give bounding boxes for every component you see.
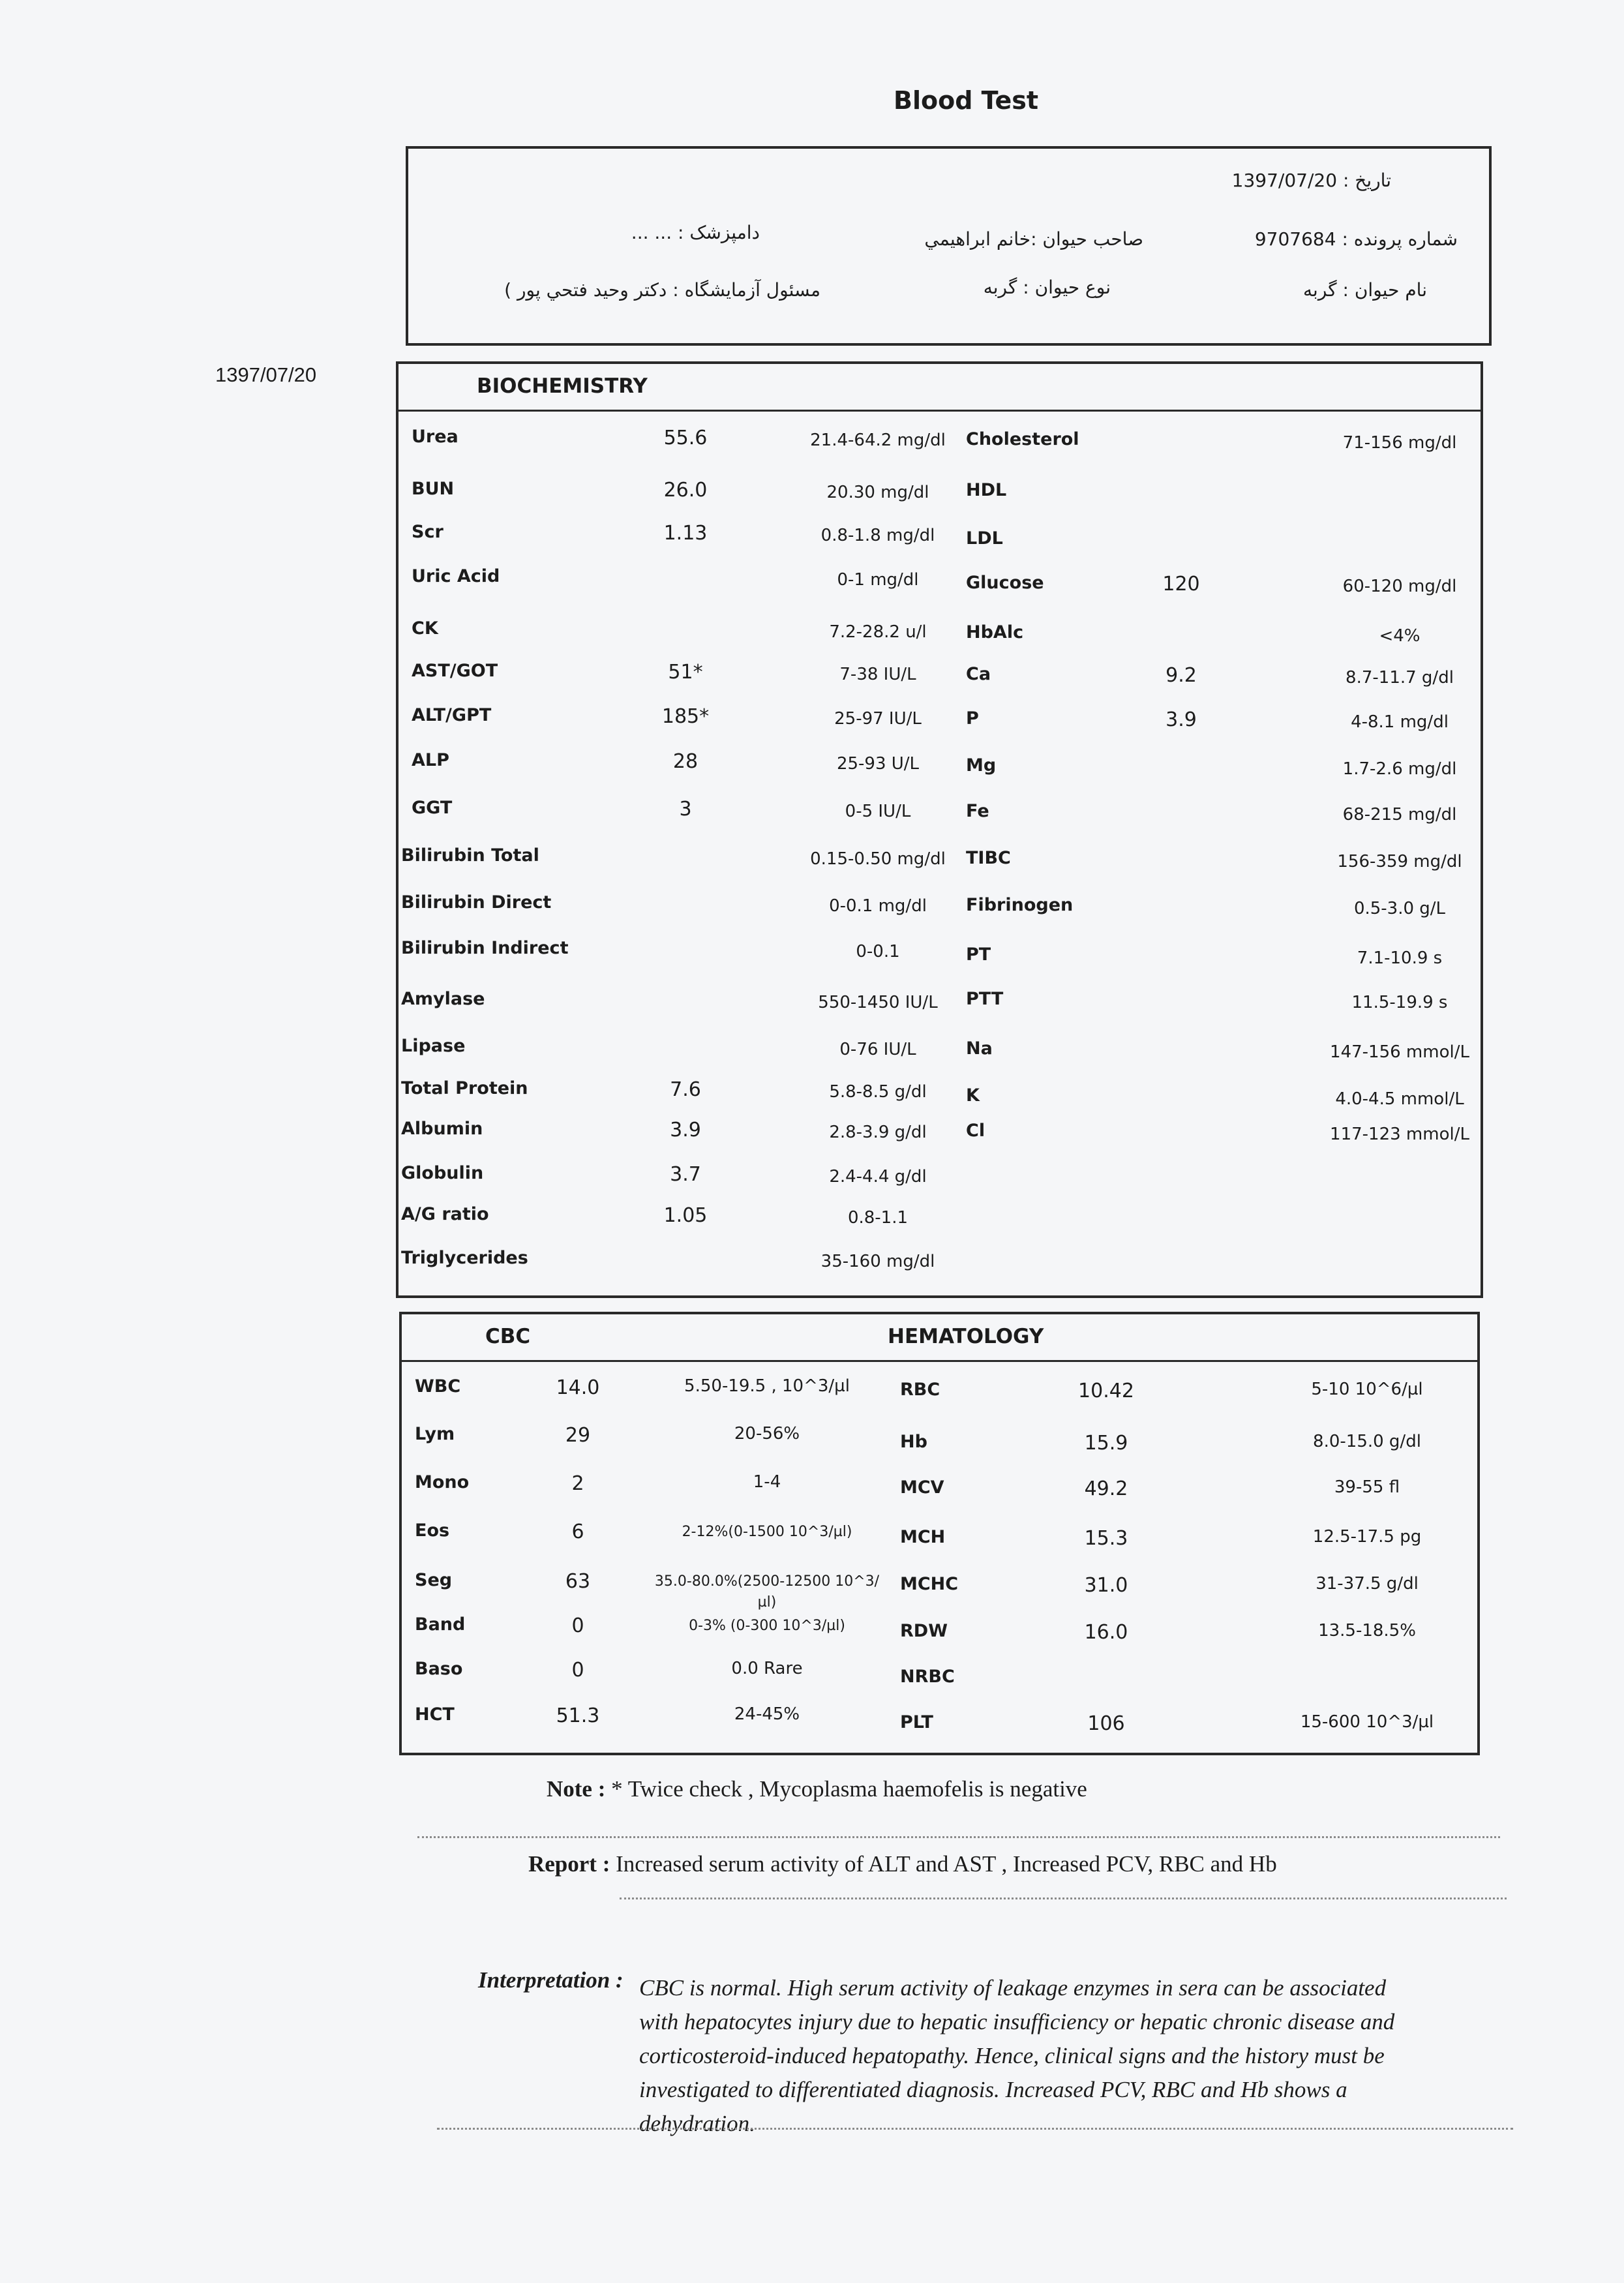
- cbc-reference: 24-45%: [734, 1704, 800, 1724]
- cbc-value: 31.0: [1084, 1574, 1128, 1597]
- biochem-value: 3: [679, 798, 692, 821]
- date-field: تاریخ : 1397/07/20: [1231, 170, 1391, 191]
- biochem-label: K: [966, 1085, 980, 1106]
- biochem-reference: 117-123 mmol/L: [1330, 1125, 1469, 1144]
- biochem-reference: 4-8.1 mg/dl: [1351, 712, 1449, 732]
- biochem-label: HDL: [966, 480, 1007, 500]
- biochem-value: 51*: [668, 661, 703, 684]
- interpretation-text: CBC is normal. High serum activity of leakage enzymes in sera can be associated with hepatocytes injury due to hepatic insufficiency or hepatic chronic disease and corticosteroid-induced hepatopathy. Hence, clinical signs and the history must be investigated to differentiated diagnosis. Increased PCV, RBC and Hb shows a dehydration.: [639, 1975, 1395, 2136]
- cbc-value: 49.2: [1084, 1477, 1128, 1500]
- biochem-label: LDL: [966, 528, 1003, 549]
- biochem-reference: 7.2-28.2 u/l: [829, 622, 927, 642]
- cbc-label: WBC: [415, 1376, 461, 1397]
- biochem-label: Total Protein: [401, 1078, 528, 1098]
- dotted-separator: [437, 2128, 1513, 2130]
- biochemistry-table: [396, 361, 1483, 1298]
- biochem-reference: 71-156 mg/dl: [1342, 433, 1457, 453]
- cbc-value: 63: [565, 1570, 591, 1593]
- biochem-reference: 68-215 mg/dl: [1342, 805, 1457, 824]
- cbc-label: Mono: [415, 1472, 470, 1492]
- cbc-label: Band: [415, 1614, 466, 1635]
- biochem-reference: 1.7-2.6 mg/dl: [1342, 759, 1457, 779]
- hematology-header: HEMATOLOGY: [888, 1325, 1044, 1348]
- report-label: Report :: [528, 1851, 610, 1877]
- interpretation-label: Interpretation :: [478, 1967, 624, 1993]
- biochem-reference: 4.0-4.5 mmol/L: [1335, 1089, 1464, 1109]
- biochem-label: GGT: [412, 798, 453, 818]
- biochem-label: Bilirubin Direct: [401, 892, 552, 913]
- biochem-reference: 0-76 IU/L: [839, 1040, 916, 1059]
- cbc-reference: 35.0-80.0%(2500-12500 10^3/µl): [654, 1573, 880, 1610]
- cbc-value: 6: [571, 1520, 584, 1543]
- biochem-label: Albumin: [401, 1119, 483, 1139]
- cbc-value: 16.0: [1084, 1621, 1128, 1644]
- biochem-value: 120: [1162, 573, 1200, 596]
- biochem-label: Globulin: [401, 1163, 484, 1183]
- biochem-label: Cholesterol: [966, 429, 1079, 449]
- biochem-label: Glucose: [966, 573, 1044, 593]
- biochem-reference: 0-5 IU/L: [845, 802, 911, 821]
- cbc-reference: 12.5-17.5 pg: [1312, 1527, 1422, 1547]
- cbc-label: RBC: [900, 1380, 940, 1400]
- animal-name-field: نام حیوان : گربه: [1303, 279, 1427, 301]
- biochem-reference: 7-38 IU/L: [839, 665, 916, 684]
- biochem-reference: <4%: [1379, 626, 1421, 646]
- animal-type-field: نوع حیوان : گربه: [983, 277, 1111, 298]
- cbc-value: 0: [571, 1659, 584, 1682]
- biochem-label: Urea: [412, 427, 459, 447]
- cbc-reference: 13.5-18.5%: [1318, 1621, 1416, 1640]
- biochem-label: Amylase: [401, 989, 485, 1009]
- biochem-label: Triglycerides: [401, 1248, 528, 1268]
- side-date: 1397/07/20: [215, 363, 317, 386]
- biochem-reference: 25-93 U/L: [836, 754, 920, 774]
- cbc-reference: 2-12%(0-1500 10^3/µl): [682, 1524, 852, 1540]
- biochem-label: Ca: [966, 664, 991, 684]
- biochem-value: 3.7: [670, 1163, 701, 1186]
- biochem-reference: 25-97 IU/L: [834, 709, 922, 729]
- cbc-reference: 5-10 10^6/µl: [1311, 1380, 1423, 1399]
- biochem-label: Fibrinogen: [966, 895, 1074, 915]
- biochem-label: Uric Acid: [412, 566, 500, 586]
- biochem-reference: 7.1-10.9 s: [1357, 948, 1443, 968]
- biochem-reference: 0.8-1.1: [847, 1208, 909, 1228]
- biochem-reference: 0-0.1: [856, 942, 900, 961]
- biochem-value: 3.9: [670, 1119, 701, 1142]
- biochem-label: ALT/GPT: [412, 705, 492, 725]
- cbc-label: Seg: [415, 1570, 453, 1590]
- cbc-header: CBC: [485, 1325, 531, 1348]
- biochem-reference: 2.8-3.9 g/dl: [829, 1123, 927, 1142]
- biochem-value: 55.6: [663, 427, 708, 449]
- biochem-label: BUN: [412, 479, 455, 499]
- cbc-label: RDW: [900, 1621, 948, 1641]
- cbc-label: Lym: [415, 1424, 455, 1444]
- cbc-value: 14.0: [556, 1376, 600, 1399]
- biochem-reference: 0.15-0.50 mg/dl: [810, 849, 946, 869]
- biochem-value: 9.2: [1165, 664, 1197, 687]
- cbc-reference: 5.50-19.5 , 10^3/µl: [684, 1376, 850, 1396]
- note: [547, 1776, 1087, 1802]
- cbc-label: NRBC: [900, 1667, 955, 1687]
- cbc-reference: 15-600 10^3/µl: [1300, 1712, 1434, 1732]
- cbc-reference: 0-3% (0-300 10^3/µl): [689, 1618, 845, 1634]
- biochem-reference: 8.7-11.7 g/dl: [1346, 668, 1454, 688]
- biochem-label: Mg: [966, 755, 997, 776]
- biochem-label: PT: [966, 945, 991, 965]
- cbc-label: PLT: [900, 1712, 933, 1732]
- cbc-value: 15.9: [1084, 1432, 1128, 1455]
- biochem-reference: 35-160 mg/dl: [820, 1252, 935, 1271]
- header-divider: [398, 410, 1481, 412]
- cbc-value: 106: [1087, 1712, 1125, 1735]
- biochem-reference: 0-1 mg/dl: [837, 570, 919, 590]
- note-text: * Twice check , Mycoplasma haemofelis is negative: [611, 1776, 1087, 1802]
- biochem-label: Fe: [966, 801, 989, 821]
- cbc-value: 15.3: [1084, 1527, 1128, 1550]
- biochem-label: P: [966, 708, 979, 729]
- lab-manager-field: مسئول آزمایشگاه : دکتر وحید فتحي پور ): [504, 279, 820, 301]
- biochem-reference: 2.4-4.4 g/dl: [829, 1167, 927, 1187]
- biochem-value: 7.6: [670, 1078, 701, 1101]
- cbc-label: Eos: [415, 1520, 450, 1541]
- biochem-reference: 60-120 mg/dl: [1342, 577, 1457, 596]
- biochem-reference: 550-1450 IU/L: [818, 993, 938, 1012]
- biochem-reference: 20.30 mg/dl: [826, 483, 929, 502]
- report-text: Increased serum activity of ALT and AST , Increased PCV, RBC and Hb: [616, 1851, 1277, 1877]
- biochem-reference: 0.8-1.8 mg/dl: [820, 526, 935, 545]
- biochem-label: Scr: [412, 522, 444, 542]
- biochem-label: A/G ratio: [401, 1204, 489, 1224]
- hematology-table: [399, 1312, 1480, 1755]
- cbc-value: 2: [571, 1472, 584, 1495]
- biochem-label: ALP: [412, 750, 449, 770]
- owner-field: صاحب حیوان :خانم ابراهیمي: [924, 228, 1143, 250]
- biochem-label: HbAlc: [966, 622, 1024, 643]
- dotted-separator: [620, 1897, 1507, 1899]
- biochem-reference: 0.5-3.0 g/L: [1353, 899, 1446, 918]
- cbc-label: Baso: [415, 1659, 463, 1679]
- cbc-reference: 8.0-15.0 g/dl: [1313, 1432, 1421, 1451]
- cbc-label: MCV: [900, 1477, 944, 1498]
- cbc-reference: 39-55 fl: [1334, 1477, 1400, 1497]
- cbc-label: MCH: [900, 1527, 946, 1547]
- biochem-reference: 156-359 mg/dl: [1337, 852, 1462, 871]
- biochemistry-header: BIOCHEMISTRY: [477, 374, 648, 398]
- biochem-reference: 5.8-8.5 g/dl: [829, 1082, 927, 1102]
- cbc-reference: 1-4: [753, 1472, 781, 1492]
- biochem-reference: 21.4-64.2 mg/dl: [810, 431, 946, 450]
- cbc-label: Hb: [900, 1432, 927, 1452]
- note-label: Note :: [547, 1776, 606, 1802]
- biochem-label: AST/GOT: [412, 661, 498, 681]
- cbc-reference: 20-56%: [734, 1424, 800, 1444]
- biochem-label: Na: [966, 1038, 993, 1059]
- header-divider: [402, 1360, 1477, 1362]
- biochem-label: Lipase: [401, 1036, 466, 1056]
- biochem-value: 1.13: [663, 522, 708, 545]
- cbc-value: 10.42: [1078, 1380, 1134, 1402]
- cbc-reference: 0.0 Rare: [731, 1659, 803, 1678]
- cbc-label: MCHC: [900, 1574, 959, 1594]
- page-title: Blood Test: [894, 86, 1039, 115]
- biochem-label: Bilirubin Total: [401, 845, 539, 866]
- biochem-label: Cl: [966, 1121, 985, 1141]
- cbc-value: 29: [565, 1424, 591, 1447]
- biochem-value: 26.0: [663, 479, 708, 502]
- biochem-value: 28: [672, 750, 699, 773]
- biochem-reference: 0-0.1 mg/dl: [829, 896, 927, 916]
- biochem-label: TIBC: [966, 848, 1011, 868]
- biochem-reference: 147-156 mmol/L: [1330, 1042, 1469, 1062]
- biochem-value: 3.9: [1165, 708, 1197, 731]
- cbc-value: 51.3: [556, 1704, 600, 1727]
- biochem-reference: 11.5-19.9 s: [1351, 993, 1448, 1012]
- patient-info-box: [406, 146, 1492, 346]
- file-number-field: شماره پرونده : 9707684: [1254, 228, 1458, 250]
- biochem-label: Bilirubin Indirect: [401, 938, 569, 958]
- biochem-value: 185*: [661, 705, 710, 728]
- dotted-separator: [417, 1836, 1500, 1838]
- vet-field: دامپزشک : ... ...: [631, 222, 760, 243]
- cbc-label: HCT: [415, 1704, 455, 1725]
- cbc-reference: 31-37.5 g/dl: [1316, 1574, 1419, 1594]
- biochem-value: 1.05: [663, 1204, 708, 1227]
- biochem-label: CK: [412, 618, 438, 639]
- report: [528, 1851, 1277, 1877]
- cbc-value: 0: [571, 1614, 584, 1637]
- biochem-label: PTT: [966, 989, 1004, 1009]
